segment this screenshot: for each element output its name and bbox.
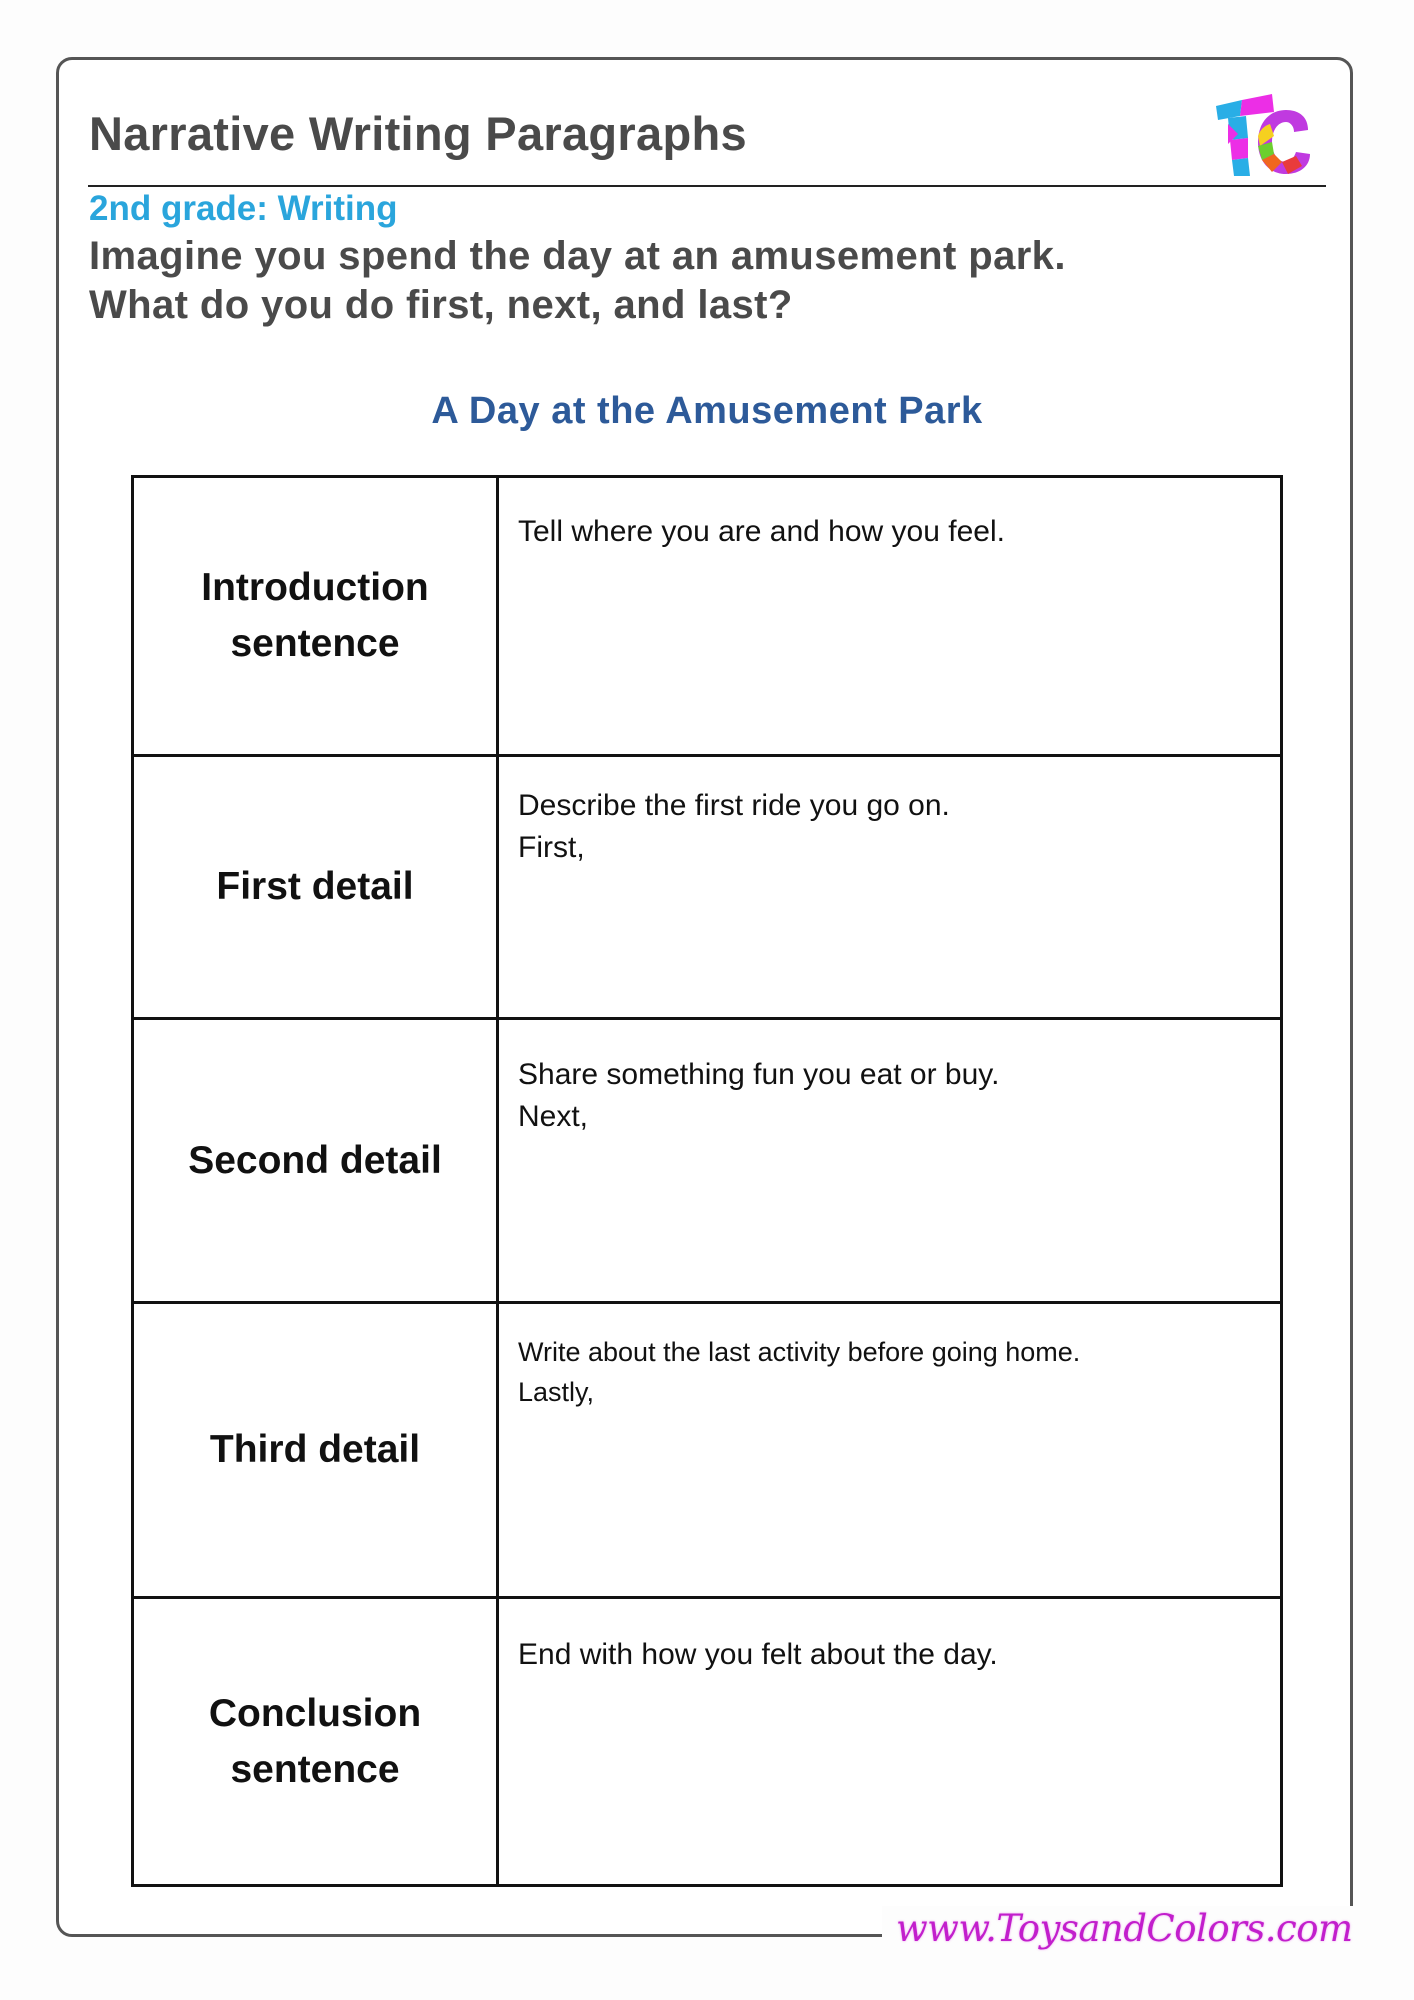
row-label-line: First detail — [216, 865, 414, 908]
row-label-line: Introduction — [201, 566, 429, 609]
row-instruction: Describe the first ride you go on. — [518, 789, 950, 822]
page-title: Narrative Writing Paragraphs — [89, 107, 747, 160]
row-label-line: Third detail — [209, 1428, 421, 1471]
writing-area[interactable] — [499, 478, 1280, 754]
writing-area[interactable] — [499, 1020, 1280, 1301]
row-instruction: Write about the last activity before going home. — [518, 1337, 1081, 1367]
writing-area[interactable] — [499, 1304, 1280, 1596]
row-sentence-starter: Lastly, — [518, 1377, 595, 1407]
table-row-first-detail — [134, 757, 1280, 1020]
writing-prompt — [89, 232, 1066, 330]
grade-subject-label: 2nd grade: Writing — [89, 189, 398, 228]
row-sentence-starter: First, — [518, 831, 585, 864]
row-label — [134, 1599, 499, 1884]
row-label-line: sentence — [230, 622, 400, 665]
table-row-conclusion — [134, 1599, 1280, 1884]
table-row-second-detail — [134, 1020, 1280, 1304]
row-label-line: Conclusion — [208, 1691, 422, 1735]
header-divider — [88, 185, 1326, 187]
row-instruction: Share something fun you eat or buy. — [518, 1058, 1000, 1091]
row-instruction: Tell where you are and how you feel. — [518, 515, 1005, 548]
table-row-introduction — [134, 478, 1280, 757]
row-label — [134, 757, 499, 1017]
row-label — [134, 1020, 499, 1301]
worksheet-heading — [0, 388, 1414, 434]
row-sentence-starter: Next, — [518, 1100, 589, 1133]
worksheet-heading-text: A Day at the Amusement Park — [431, 390, 983, 432]
prompt-line: What do you do first, next, and last? — [89, 283, 793, 327]
row-label — [134, 1304, 499, 1596]
website-url: www.ToysandColors.com — [882, 1906, 1367, 1952]
writing-area[interactable] — [499, 1599, 1280, 1884]
prompt-line: Imagine you spend the day at an amusement park. — [89, 234, 1066, 278]
table-row-third-detail — [134, 1304, 1280, 1599]
row-instruction: End with how you felt about the day. — [518, 1638, 998, 1671]
writing-area[interactable] — [499, 757, 1280, 1017]
tc-logo-icon — [1212, 94, 1318, 178]
paragraph-organizer-table — [131, 475, 1283, 1887]
row-label-line: Second detail — [188, 1138, 442, 1182]
row-label-line: sentence — [230, 1747, 400, 1791]
row-label — [134, 478, 499, 754]
